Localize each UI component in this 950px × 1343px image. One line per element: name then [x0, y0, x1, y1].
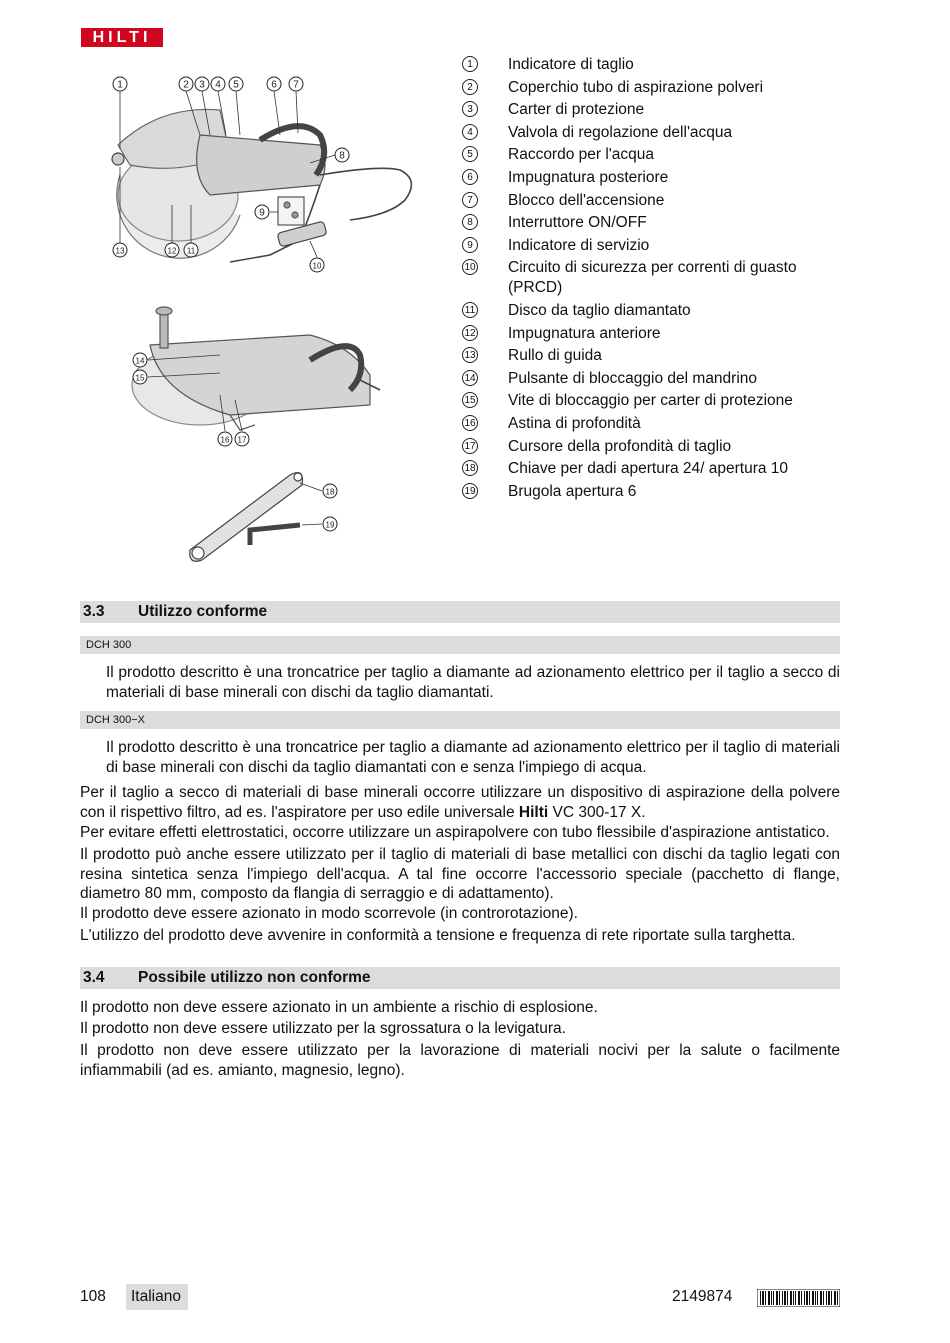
legend-item — [462, 301, 842, 321]
legend-item — [462, 459, 842, 479]
svg-text:11: 11 — [186, 246, 196, 256]
legend-item — [462, 168, 842, 188]
paragraph-dch300: Il prodotto descritto è una troncatrice per taglio a diamante ad azionamento elettrico per il taglio a secco di materiali di base minerali con dischi da taglio diamantati. — [106, 664, 840, 701]
svg-text:16: 16 — [220, 435, 230, 445]
callout-12 — [165, 243, 179, 257]
legend-number: 19 — [462, 483, 478, 499]
svg-text:2: 2 — [183, 79, 189, 91]
legend-item — [462, 100, 842, 120]
svg-text:13: 13 — [115, 246, 125, 256]
legend-text: Disco da taglio diamantato — [508, 301, 691, 319]
legend-item — [462, 482, 842, 502]
legend-item — [462, 191, 842, 211]
legend-text: Impugnatura posteriore — [508, 168, 669, 186]
callout-11 — [184, 243, 198, 257]
legend-number: 2 — [462, 79, 478, 95]
section-number: 3.4 — [83, 969, 105, 986]
legend-text: Carter di protezione — [508, 101, 645, 119]
legend-item — [462, 369, 842, 389]
paragraph-dust-extraction — [80, 783, 840, 822]
legend-text: Raccordo per l'acqua — [508, 146, 654, 164]
legend-text: Rullo di guida — [508, 347, 602, 365]
hilti-logo — [81, 28, 163, 47]
legend-number: 3 — [462, 101, 478, 117]
legend-number: 17 — [462, 438, 478, 454]
svg-text:8: 8 — [339, 150, 345, 162]
subheading-label: DCH 300−X — [86, 714, 146, 726]
guide-roller — [112, 153, 124, 165]
paragraph-antistatic: Per evitare effetti elettrostatici, occorre utilizzare un aspirapolvere con tubo flessibile d'aspirazione antistatico. — [80, 824, 830, 841]
legend-item — [462, 55, 842, 75]
saw1-body — [197, 135, 325, 195]
svg-text:1: 1 — [117, 79, 123, 91]
paragraph-harmful-materials: Il prodotto non deve essere utilizzato per la lavorazione di materiali nocivi per la salute o facilmente infiammabili (ad es. amianto, magnesio, legno). — [80, 1042, 840, 1079]
legend-item — [462, 145, 842, 165]
svg-text:14: 14 — [135, 356, 145, 366]
legend-text: Impugnatura anteriore — [508, 324, 661, 342]
svg-text:3: 3 — [199, 79, 205, 91]
callout-7 — [289, 77, 303, 91]
legend-text: Circuito di sicurezza per correnti di guasto (PRCD) — [508, 259, 797, 297]
legend-item — [462, 414, 842, 434]
svg-text:15: 15 — [135, 373, 145, 383]
callout-1 — [113, 77, 127, 91]
legend-item — [462, 346, 842, 366]
subheading-label: DCH 300 — [86, 639, 132, 651]
legend-number: 11 — [462, 302, 478, 318]
paragraph-grinding: Il prodotto non deve essere utilizzato per la sgrossatura o la levigatura. — [80, 1020, 566, 1037]
svg-text:19: 19 — [325, 520, 335, 530]
callout-16 — [218, 432, 232, 446]
brand-name: Hilti — [518, 803, 549, 821]
saw1-service-box — [278, 197, 304, 225]
paragraph-operation-mode: Il prodotto deve essere azionato in modo scorrevole (in controrotazione). — [80, 905, 578, 922]
saw1-cable — [320, 168, 411, 220]
legend-number: 16 — [462, 415, 478, 431]
saw1-prcd-cable — [230, 185, 320, 262]
legend-number: 4 — [462, 124, 478, 140]
callout-13 — [113, 243, 127, 257]
svg-text:10: 10 — [312, 261, 322, 271]
callout-3 — [195, 77, 209, 91]
legend-text: Brugola apertura 6 — [508, 482, 637, 500]
legend-number: 9 — [462, 237, 478, 253]
callout-18 — [323, 484, 337, 498]
legend-item — [462, 78, 842, 98]
legend-item — [462, 437, 842, 457]
page-number: 108 — [80, 1288, 106, 1305]
legend-number: 10 — [462, 259, 478, 275]
legend-text: Cursore della profondità di taglio — [508, 437, 732, 455]
legend-number: 1 — [462, 56, 478, 72]
legend-item — [462, 258, 842, 298]
paragraph-dch300x: Il prodotto descritto è una troncatrice per taglio a diamante ad azionamento elettrico per il taglio di materiali di base minerali con dischi da taglio diamantati con e senza l'impiego di acqua. — [106, 739, 840, 776]
callout-15 — [133, 370, 147, 384]
callout-9 — [255, 205, 269, 219]
legend-number: 12 — [462, 325, 478, 341]
legend-item — [462, 324, 842, 344]
svg-text:4: 4 — [215, 79, 221, 91]
legend-number: 5 — [462, 146, 478, 162]
legend-item — [462, 236, 842, 256]
subheading-dch300x — [80, 711, 840, 729]
legend-item — [462, 123, 842, 143]
legend-number: 15 — [462, 392, 478, 408]
legend-number: 7 — [462, 192, 478, 208]
allen-key-19 — [250, 525, 300, 545]
callout-6 — [267, 77, 281, 91]
callout-2 — [179, 77, 193, 91]
callout-5 — [229, 77, 243, 91]
legend-text: Indicatore di servizio — [508, 236, 650, 254]
barcode — [757, 1289, 840, 1307]
subheading-dch300 — [80, 636, 840, 654]
legend-text: Valvola di regolazione dell'acqua — [508, 123, 733, 141]
paragraph-voltage: L'utilizzo del prodotto deve avvenire in conformità a tensione e frequenza di rete riportate sulla targhetta. — [80, 927, 796, 944]
legend-text: Pulsante di bloccaggio del mandrino — [508, 369, 758, 387]
legend-text: Indicatore di taglio — [508, 56, 634, 73]
section-number: 3.3 — [83, 603, 105, 620]
legend-number: 13 — [462, 347, 478, 363]
svg-text:6: 6 — [271, 79, 277, 91]
callout-10 — [310, 258, 324, 272]
paragraph-explosion: Il prodotto non deve essere azionato in un ambiente a rischio di esplosione. — [80, 999, 598, 1016]
svg-text:7: 7 — [293, 79, 299, 91]
logo-text: HILTI — [92, 29, 152, 46]
svg-text:17: 17 — [237, 435, 247, 445]
section-heading-3-4 — [80, 967, 840, 989]
legend-number: 18 — [462, 460, 478, 476]
legend-text: Vite di bloccaggio per carter di protezione — [508, 392, 793, 410]
text-segment: VC 300‑17 X. — [548, 803, 646, 821]
legend-text: Astina di profondità — [508, 414, 641, 432]
legend-item — [462, 391, 842, 411]
svg-text:9: 9 — [259, 207, 265, 219]
section-title: Utilizzo conforme — [138, 603, 268, 620]
legend-text: Coperchio tubo di aspirazione polveri — [508, 78, 764, 96]
legend-number: 8 — [462, 214, 478, 230]
callout-8 — [335, 148, 349, 162]
language-label: Italiano — [126, 1284, 188, 1310]
callout-14 — [133, 353, 147, 367]
svg-text:5: 5 — [233, 79, 239, 91]
legend-text: Interruttore ON/OFF — [508, 214, 647, 232]
paragraph-metal-cutting: Il prodotto può anche essere utilizzato per il taglio di materiali di base metallici con dischi da taglio legati con resina sintetica senza l'impiego dell'acqua. A tal fine occorre l'accessorio speciale (pacchetto di flange, diametro 80 mm, composto da flangia di serraggio e di adattamento). — [80, 846, 840, 902]
saw2-pipe — [160, 313, 168, 348]
callout-4 — [211, 77, 225, 91]
legend-item — [462, 213, 842, 233]
svg-text:12: 12 — [167, 246, 177, 256]
parts-legend — [462, 55, 842, 504]
section-title: Possibile utilizzo non conforme — [138, 969, 371, 986]
document-code: 2149874 — [672, 1288, 733, 1305]
wrench-18 — [190, 473, 303, 562]
legend-number: 6 — [462, 169, 478, 185]
svg-text:18: 18 — [325, 487, 335, 497]
callout-17 — [235, 432, 249, 446]
text-segment: Per il taglio a secco di materiali di base minerali occorre utilizzare un dispositivo di aspirazione della polvere con il rispettivo filtro, ad es. l'aspiratore per uso edile universale — [80, 784, 840, 821]
legend-text: Chiave per dadi apertura 24/ apertura 10 — [508, 460, 789, 478]
callout-19 — [323, 517, 337, 531]
section-heading-3-3 — [80, 601, 840, 623]
legend-number: 14 — [462, 370, 478, 386]
product-illustration — [80, 55, 460, 575]
legend-text: Blocco dell'accensione — [508, 191, 665, 209]
